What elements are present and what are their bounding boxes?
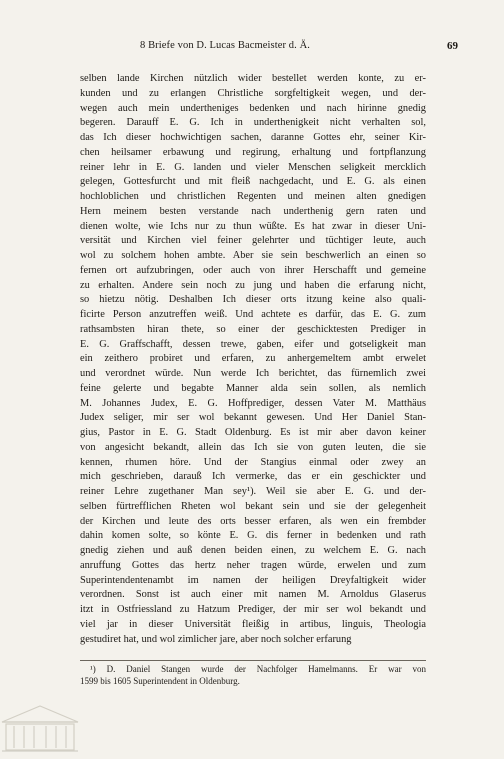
text-line: das Ich dieser hochwichtigen sachen, daranne Gottes ehr, seiner Kir- [80,132,426,143]
text-line: viel jar in dieser Universität fleißig in artibus, linguis, Theologia [80,618,426,630]
text-line: Superintendentenambt im namen der heiligen Dreyfaltigkeit wider [80,574,426,586]
text-line: M. Johannes Judex, E. G. Hoffprediger, dessen Vater M. Matthäus [80,397,426,409]
footnote-line: ¹) D. Daniel Stangen wurde der Nachfolger Hamelmanns. Er war von [90,664,426,674]
running-header [58,40,458,56]
text-line: kennen, rhumen höre. Und der Stangius einmal oder zwey an [80,456,426,468]
text-line: gelegen, Gottesfurcht und mit fleiß nachgedacht, und E. G. als einen [80,176,426,188]
text-line: verordnen. Sonst ist auch einer mit namen M. Arnoldus Glaserus [80,589,426,601]
text-line: gestudiret hat, und wol zimlicher jare, aber noch solcher erfarung [80,633,352,645]
text-line: mich geschrieben, darauß Ich vermerke, das er ein geschickter und [80,471,426,483]
text-line: selben lande Kirchen nützlich wider bestellet werden konte, zu er- [80,73,426,84]
library-stamp [0,700,80,754]
text-line: dahin komen solte, so könte E. G. dis ferner in bedenken und rath [80,530,426,542]
text-line: Judex seliger, mir ser wol bekannt gewesen. Und Her Daniel Stan- [80,412,426,424]
text-line: feine gelerte und begabte Manner alda sein sollen, als nemlich [80,382,426,394]
text-line: ficirte Person anzutreffen weiß. Und achtete es darfür, das E. G. zum [80,309,426,320]
footnote-rule [80,660,426,661]
text-line: fernen ort aufzubringen, oder auch von ihrer Herschafft und gemeine [80,264,426,276]
text-line: dienen wolte, wie Ichs nur zu thun wüßte. Es hat zwar in dieser Uni- [80,220,426,232]
text-line: reiner Lehre zugethaner Man sey¹). Weil sie aber E. G. und der- [80,486,426,497]
page-number: 69 [447,40,458,52]
text-line: E. G. Graffschafft, dessen trewe, gaben, eifer und gotseligkeit man [80,338,426,350]
text-line: gius, Pastor in E. G. Stadt Oldenburg. Es ist mir aber davon keiner [80,427,426,438]
text-line: ein zeithero probiret und erfaren, zu anhergemeltem ambt erwelet [80,353,426,365]
text-line: der Kirchen und leute des orts besser erfaren, als wen ein frembder [80,515,426,527]
text-line: itzt in Ostfriessland zu Hatzum Prediger, der mir ser wol bekandt und [80,604,426,615]
text-line: von angesicht bekandt, allein das Ich sie von guten leuten, die sie [80,441,426,453]
text-line: selben fürtrefflichen Rheten wol bekant sein und sie der gelegenheit [80,500,426,512]
text-line: reiner lehr in E. G. landen und vieler Menschen seligkeit mercklich [80,161,426,173]
text-line: chen heilsamer erbawung und regirung, erhaltung und fortpflanzung [80,146,426,158]
text-line: Hern meinem besten verstande nach underthenig gern raten und [80,205,426,217]
text-line: anruffung Gottes das hertz neher tragen würde, erwelen und zum [80,559,426,571]
footnote-line: 1599 bis 1605 Superintendent in Oldenburg. [80,676,240,686]
text-line: kunden und zu erlangen Christliche sorgfeltigkeit wegen, und der- [80,87,426,99]
body-text [80,72,426,647]
library-building-icon [0,700,80,754]
running-title: 8 Briefe von D. Lucas Bacmeister d. Ä. [140,40,311,51]
text-line: wol zu solchem hohen ambte. Aber sie sein beschwerlich an einen so [80,250,426,261]
text-line: rathsambsten hiran thete, so einer der geschicktesten Prediger in [80,323,426,335]
text-line: gnedig ziehen und auß denen beiden einen, zu welchem E. G. nach [80,545,426,556]
text-line: hochloblichen und christlichen Regenten und meinen alten gnedigen [80,191,426,202]
text-line: wegen auch mein undertheniges bedenken und nach hirinne gnedig [80,102,426,114]
text-line: begeren. Darauff E. G. Ich in underthenigkeit nicht verhalten sol, [80,117,426,129]
text-line: versität und Kirchen viel feiner gelehrter und tüchtiger leute, auch [80,235,426,247]
text-line: und verordnet würde. Nun werde Ich berichtet, das fürnemlich zwei [80,368,426,379]
text-line: so hietzu nötig. Deshalben Ich dieser orts itzung keine also quali- [80,294,426,306]
footnote [80,663,426,687]
text-line: zu erhalten. Andere sein noch zu jung und haben die erfarung nicht, [80,279,426,291]
